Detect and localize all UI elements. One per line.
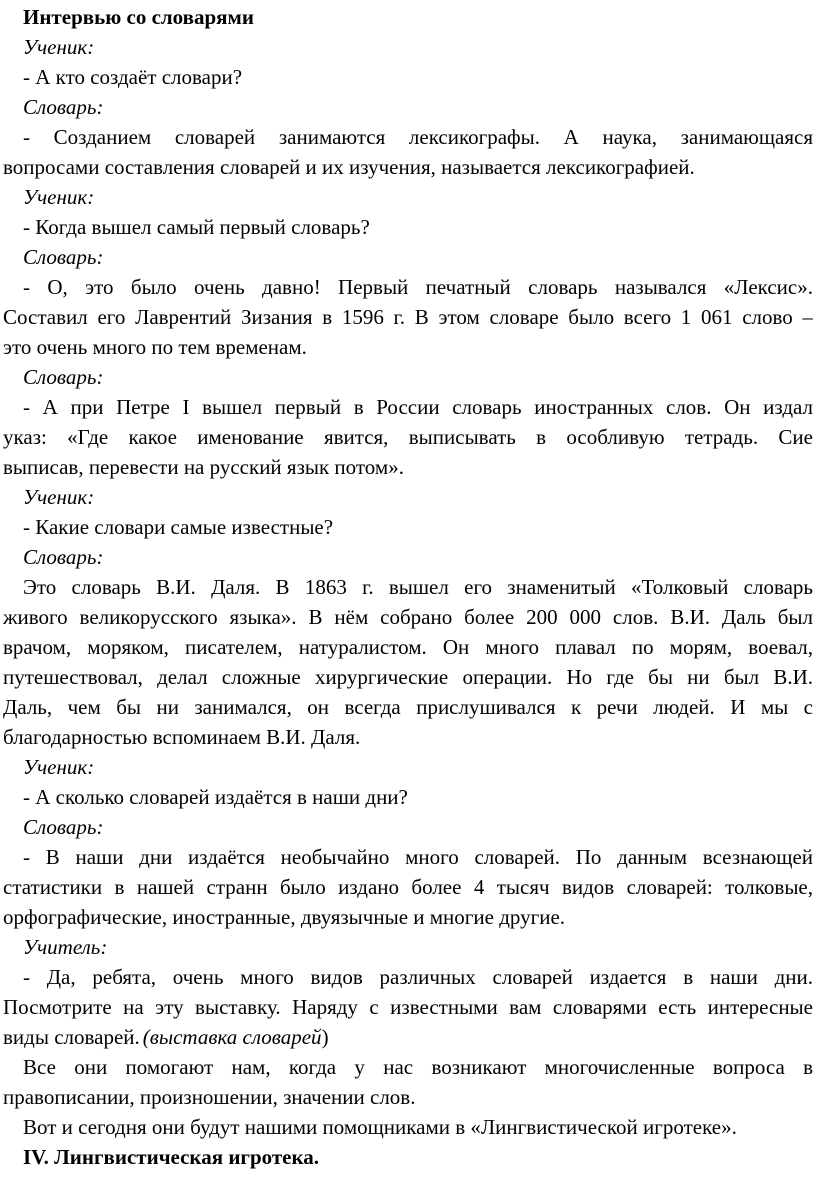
speaker-dictionary: Словарь:: [23, 815, 104, 839]
speaker-dictionary: Словарь:: [23, 545, 104, 569]
answer-line: благодарностью вспоминаем В.И. Даля.: [3, 725, 361, 749]
speaker-student: Ученик:: [23, 755, 95, 779]
answer-line: врачом, моряком, писателем, натуралистом. Он много плавал по морям, воевал,: [3, 635, 813, 659]
speaker-student: Ученик:: [23, 185, 95, 209]
speaker-teacher: Учитель:: [23, 935, 108, 959]
answer-line: вопросами составления словарей и их изучения, называется лексикографией.: [3, 155, 695, 179]
teacher-line: [3, 1022, 813, 1052]
document-title: Интервью со словарями: [23, 5, 254, 29]
answer-line: орфографические, иностранные, двуязычные и многие другие.: [3, 905, 566, 929]
speaker-dictionary: Словарь:: [23, 95, 104, 119]
speaker-student: Ученик:: [23, 485, 95, 509]
answer-line: это очень много по тем временам.: [3, 335, 307, 359]
closing-paren: ): [321, 1025, 329, 1049]
teacher-line-text: виды словарей.: [3, 1025, 140, 1049]
answer-line: Это словарь В.И. Даля. В 1863 г. вышел его знаменитый «Толковый словарь: [23, 575, 813, 599]
answer-line: статистики в нашей странн было издано более 4 тысяч видов словарей: толковые,: [3, 875, 813, 899]
answer-line: - О, это было очень давно! Первый печатный словарь назывался «Лексис».: [23, 275, 813, 299]
teacher-line: Посмотрите на эту выставку. Наряду с известными вам словарями есть интересные: [3, 995, 813, 1019]
question-line: - А сколько словарей издаётся в наши дни?: [23, 785, 408, 809]
answer-line: - Созданием словарей занимаются лексикографы. А наука, занимающаяся: [23, 125, 813, 149]
paragraph-line: Вот и сегодня они будут нашими помощниками в «Лингвистической игротеке».: [23, 1115, 737, 1139]
question-line: - А кто создаёт словари?: [23, 65, 243, 89]
answer-line: живого великорусского языка». В нём собрано более 200 000 слов. В.И. Даль был: [3, 605, 813, 629]
answer-line: Даль, чем бы ни занимался, он всегда прислушивался к речи людей. И мы с: [3, 695, 813, 719]
speaker-student: Ученик:: [23, 35, 95, 59]
speaker-dictionary: Словарь:: [23, 245, 104, 269]
paragraph-line: Все они помогают нам, когда у нас возникают многочисленные вопроса в: [23, 1055, 813, 1079]
answer-line: указ: «Где какое именование явится, выписывать в особливую тетрадь. Сие: [3, 425, 813, 449]
answer-line: Составил его Лаврентий Зизания в 1596 г. В этом словаре было всего 1 061 слово –: [3, 305, 813, 329]
paragraph-line: правописании, произношении, значении слов.: [3, 1085, 416, 1109]
speaker-dictionary: Словарь:: [23, 365, 104, 389]
section-heading: IV. Лингвистическая игротека.: [23, 1145, 320, 1169]
stage-direction: (выставка словарей: [142, 1025, 322, 1049]
question-line: - Когда вышел самый первый словарь?: [23, 215, 370, 239]
answer-line: - В наши дни издаётся необычайно много словарей. По данным всезнающей: [23, 845, 813, 869]
answer-line: выписав, перевести на русский язык потом».: [3, 455, 404, 479]
answer-line: путешествовал, делал сложные хирургические операции. Но где бы ни был В.И.: [3, 665, 813, 689]
question-line: - Какие словари самые известные?: [23, 515, 334, 539]
answer-line: - А при Петре I вышел первый в России словарь иностранных слов. Он издал: [23, 395, 813, 419]
teacher-line: - Да, ребята, очень много видов различных словарей издается в наши дни.: [23, 965, 813, 989]
